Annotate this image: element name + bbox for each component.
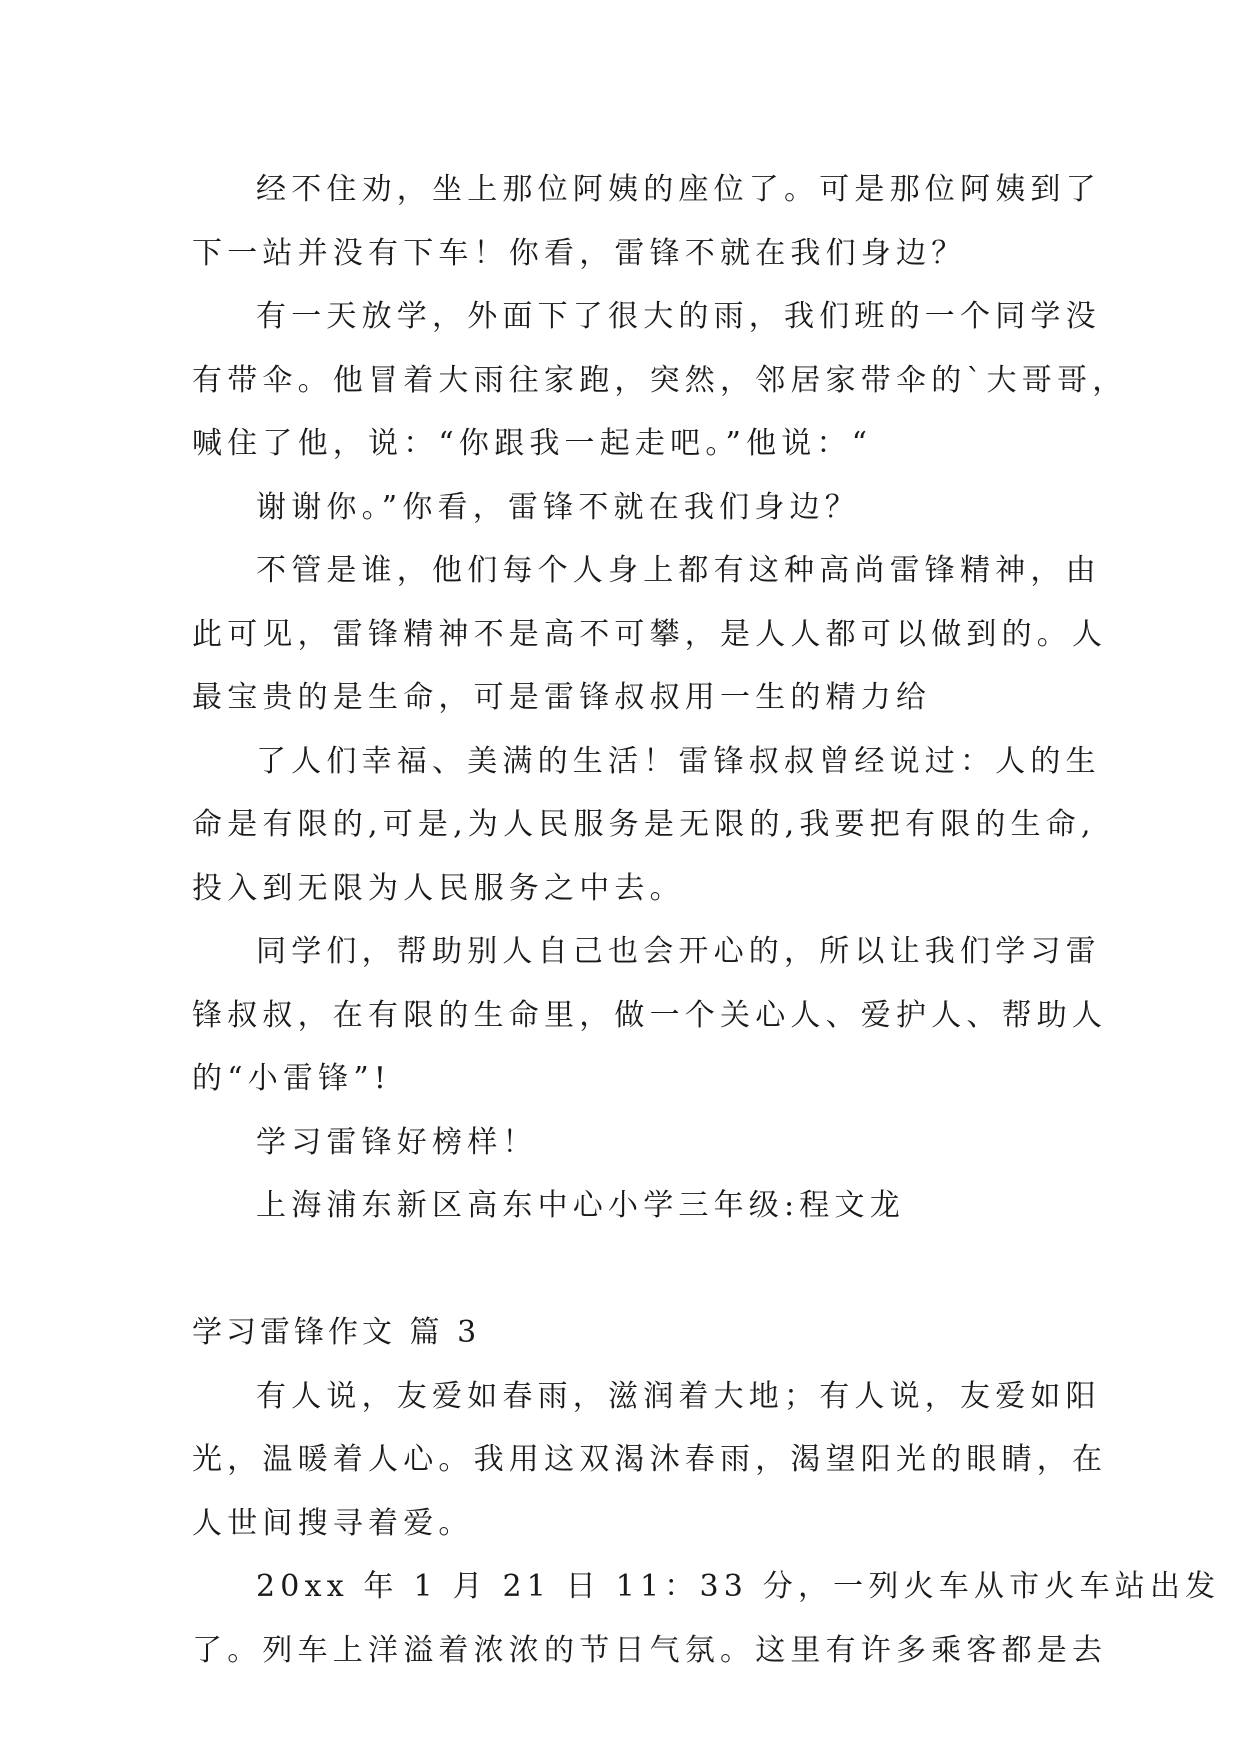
section-spacer — [192, 1238, 1062, 1302]
paragraph-line: 喊住了他，说：“你跟我一起走吧。”他说：“ — [192, 426, 873, 461]
paragraph-line: 下一站并没有下车！你看，雷锋不就在我们身边？ — [192, 235, 967, 271]
signature-line: 上海浦东新区高东中心小学三年级:程文龙 — [256, 1188, 905, 1223]
paragraph-line: 有人说，友爱如春雨，滋润着大地；有人说，友爱如阳 — [256, 1378, 1101, 1414]
paragraph-line: 经不住劝，坐上那位阿姨的座位了。可是那位阿姨到了 — [256, 172, 1101, 207]
paragraph-line: 人世间搜寻着爱。 — [192, 1505, 474, 1541]
paragraph-line: 不管是谁，他们每个人身上都有这种高尚雷锋精神，由 — [256, 553, 1101, 588]
paragraph-line: 有一天放学，外面下了很大的雨，我们班的一个同学没 — [256, 299, 1101, 334]
paragraph-line: 光，温暖着人心。我用这双渴沐春雨，渴望阳光的眼睛，在 — [192, 1442, 1108, 1477]
paragraph-line: 谢谢你。”你看，雷锋不就在我们身边？ — [256, 489, 860, 525]
paragraph-line: 了人们幸福、美满的生活！雷锋叔叔曾经说过：人的生 — [256, 743, 1101, 779]
paragraph-line: 学习雷锋好榜样！ — [256, 1124, 538, 1160]
paragraph-line: 最宝贵的是生命，可是雷锋叔叔用一生的精力给 — [192, 680, 932, 715]
paragraph-line: 锋叔叔，在有限的生命里，做一个关心人、爱护人、帮助人 — [192, 997, 1108, 1033]
paragraph-line: 同学们，帮助别人自己也会开心的，所以让我们学习雷 — [256, 934, 1101, 969]
paragraph-line: 了。列车上洋溢着浓浓的节日气氛。这里有许多乘客都是去 — [192, 1632, 1108, 1668]
document-page — [192, 158, 1221, 1682]
paragraph-line: 的“小雷锋”! — [192, 1061, 392, 1096]
paragraph-line: 投入到无限为人民服务之中去。 — [192, 870, 685, 906]
paragraph-line: 20xx 年 1 月 21 日 11：33 分，一列火车从市火车站出发 — [256, 1569, 1221, 1604]
paragraph-line: 命是有限的,可是,为人民服务是无限的,我要把有限的生命, — [192, 807, 1096, 842]
section-heading: 学习雷锋作文 篇 3 — [192, 1315, 481, 1350]
paragraph-line: 此可见，雷锋精神不是高不可攀，是人人都可以做到的。人 — [192, 616, 1108, 652]
paragraph-line: 有带伞。他冒着大雨往家跑，突然，邻居家带伞的`大哥哥， — [192, 362, 1128, 398]
